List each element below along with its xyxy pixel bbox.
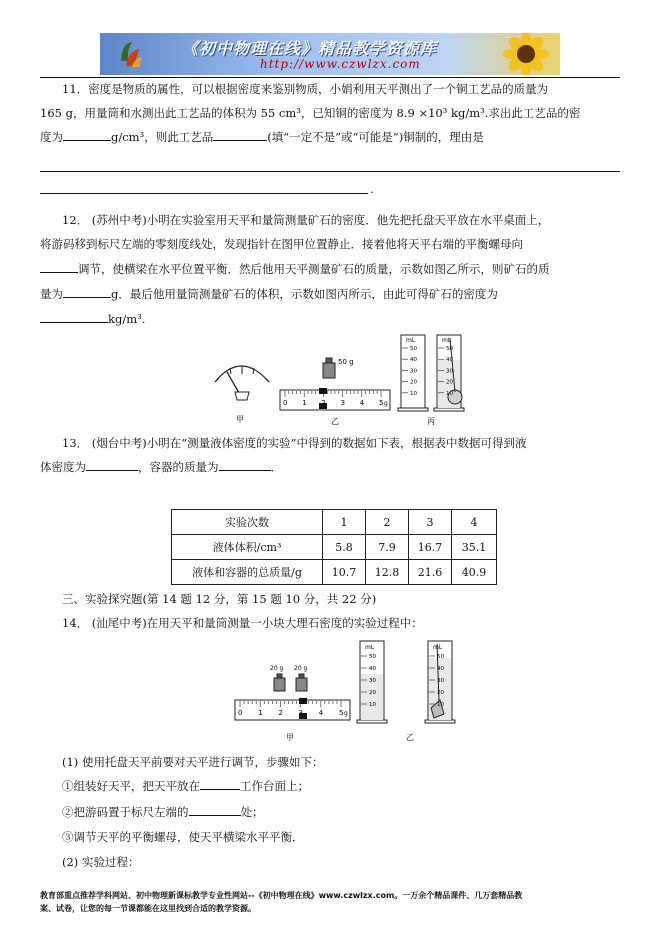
- cylinder-tick-label: 10: [410, 390, 417, 397]
- q14-step2-a: ②把游码置于标尺左端的: [62, 805, 189, 819]
- q13-data-table: [171, 509, 497, 585]
- pointer-dial-diagram: [215, 366, 269, 400]
- q11-line3-b: g/cm³，则此工艺品: [111, 130, 214, 144]
- sunflower-icon: [500, 33, 552, 75]
- slide-rule: [280, 388, 390, 410]
- footer-line2: 案、试卷，让您的每一节课都能在这里找到合适的教学资源。: [40, 904, 256, 913]
- table-cell: 21.6: [409, 560, 452, 585]
- table-cell: 35.1: [452, 535, 497, 560]
- table-header-cell: 实验次数: [172, 510, 323, 535]
- cyl-unit-2: mL: [442, 337, 452, 344]
- header-banner: [100, 33, 560, 75]
- cylinder-tick-label: 10: [369, 702, 376, 708]
- q14-step1-b: 工作台面上；: [240, 779, 309, 793]
- cylinder-tick-label: 30: [446, 368, 453, 375]
- q12-line4-b: g．最后他用量筒测量矿石的体积，示数如图丙所示，由此可得矿石的密度为: [111, 287, 498, 301]
- cylinder-tick-label: 30: [410, 368, 417, 375]
- label-jia: 甲: [286, 733, 294, 742]
- cylinder-tick-label: 50: [410, 346, 417, 352]
- cylinder-tick-label: 40: [437, 666, 444, 672]
- table-row: [172, 560, 497, 585]
- q12-blank-direction[interactable]: [40, 259, 78, 273]
- ruler-tick-label: 2: [278, 709, 283, 717]
- table-cell: 5.8: [323, 535, 366, 560]
- cyl-unit-1: mL: [365, 644, 375, 651]
- q11-line3-a: 度为: [40, 130, 63, 144]
- table-cell: 液体体积/cm³: [172, 535, 323, 560]
- table-header-cell: 2: [366, 510, 409, 535]
- q14-step2-b: 处；: [240, 805, 264, 819]
- q11-blank-judge[interactable]: [213, 127, 267, 141]
- q14-blank-surface[interactable]: [200, 776, 240, 790]
- q14-step1-a: ①组装好天平，把天平放在: [62, 779, 200, 793]
- slide-rule: [235, 698, 350, 720]
- q13-line2-b: ，容器的质量为: [138, 460, 219, 474]
- q14-step3: ③调节天平的平衡螺母，使天平横梁水平平衡．: [62, 830, 304, 844]
- q14-step1: [62, 775, 309, 797]
- q12-figure: [205, 330, 480, 428]
- table-cell: 10.7: [323, 560, 366, 585]
- table-header-cell: 4: [452, 510, 497, 535]
- q14-figure: [230, 636, 475, 746]
- cylinder-tick-label: 20: [410, 379, 417, 386]
- table-row: [172, 535, 497, 560]
- q12-line1: 12． (苏州中考)小明在实验室用天平和量筒测量矿石的密度．他先把托盘天平放在水平桌面上，: [62, 213, 550, 227]
- cylinder-tick-label: 40: [410, 357, 417, 364]
- q14-step2: [62, 801, 264, 823]
- cylinder-tick-label: 40: [446, 357, 453, 364]
- q11-line2: 165 g，用量筒和水测出此工艺品的体积为 55 cm³，已知铜的密度为 8.9 ×10³ kg/m³.求出此工艺品的密: [40, 106, 581, 120]
- cylinder-tick-label: 20: [446, 379, 453, 386]
- cyl-unit-1: mL: [406, 337, 416, 344]
- cylinder-tick-label: 20: [437, 690, 444, 696]
- ruler-tick-label: 4: [359, 399, 365, 407]
- weight-label: 50 g: [338, 358, 354, 366]
- weight-icon: [274, 674, 307, 691]
- cylinder-tick-label: 50: [437, 654, 444, 660]
- table-cell: 12.8: [366, 560, 409, 585]
- q12-blank-mass[interactable]: [63, 284, 111, 298]
- label-yi: 乙: [406, 733, 414, 742]
- section-3-heading: 三、实验探究题(第 14 题 12 分，第 15 题 10 分，共 22 分): [62, 592, 377, 606]
- q12-line3-b: 调节，使横梁在水平位置平衡．然后他用天平测量矿石的质量，示数如图乙所示，则矿石的质: [78, 262, 550, 276]
- measuring-cylinder: [398, 335, 464, 411]
- q11-end-mark: .: [370, 182, 374, 196]
- q13-line2-c: ．: [270, 460, 282, 474]
- cylinder-tick-label: 20: [369, 690, 376, 696]
- q12-line4-a: 量为: [40, 287, 63, 301]
- ruler-unit: g: [384, 400, 388, 407]
- ruler-tick-label: 0: [283, 399, 288, 407]
- banner-url[interactable]: http://www.czwlzx.com: [260, 57, 421, 71]
- weight-icon: [323, 358, 335, 378]
- cylinder-tick-label: 10: [446, 390, 453, 397]
- table-cell: 液体和容器的总质量/g: [172, 560, 323, 585]
- q14-blank-position[interactable]: [189, 802, 241, 816]
- q13-line2-a: 体密度为: [40, 460, 86, 474]
- q13-line1: 13． (烟台中考)小明在“测量液体密度的实验”中得到的数据如下表，根据表中数据可得到液: [62, 436, 527, 450]
- q14-sub1: (1) 使用托盘天平前要对天平进行调节，步骤如下：: [62, 755, 324, 769]
- q12-line2: 将游码移到标尺左端的零刻度线处，发现指针在图甲位置静止．接着他将天平右端的平衡螺母向: [40, 237, 523, 251]
- cylinder-tick-label: 40: [369, 666, 376, 672]
- q14-line1: 14． (汕尾中考)在用天平和量筒测量一小块大理石密度的实验过程中：: [62, 616, 423, 630]
- ruler-unit: g: [344, 710, 348, 717]
- ruler-tick-label: 5: [339, 709, 344, 717]
- weight-label-1: 20 g: [270, 665, 284, 672]
- table-cell: 40.9: [452, 560, 497, 585]
- cylinder-tick-label: 10: [437, 702, 444, 708]
- q12-line5-b: kg/m³.: [108, 312, 146, 326]
- cylinder-tick-label: 50: [446, 346, 453, 352]
- label-bing: 丙: [427, 417, 435, 426]
- cylinder-tick-label: 30: [369, 678, 376, 684]
- q12-line4: [40, 283, 498, 305]
- table-header-cell: 1: [323, 510, 366, 535]
- weight-label-2: 20 g: [294, 665, 308, 672]
- q11-line3-c: (填“一定不是”或“可能是”)铜制的，理由是: [267, 130, 484, 144]
- q12-line5: [40, 308, 145, 330]
- q13-blank-mass[interactable]: [219, 457, 271, 471]
- footer-line1: 教育部重点推荐学科网站、初中物理新课标教学专业性网站--《初中物理在线》www.czwlzx.com。一万余个精品课件、几万套精品教: [40, 891, 523, 900]
- banner-logo: [118, 39, 144, 69]
- label-jia: 甲: [236, 415, 244, 424]
- q11-line1: 11．密度是物质的属性，可以根据密度来鉴别物质，小娟利用天平测出了一个铜工艺品的质量为: [62, 82, 549, 96]
- ruler-tick-label: 0: [238, 709, 243, 717]
- ruler-tick-label: 1: [258, 709, 263, 717]
- q11-blank-density[interactable]: [63, 127, 111, 141]
- q12-blank-density[interactable]: [40, 309, 108, 323]
- cylinder-tick-label: 30: [437, 678, 444, 684]
- table-header-cell: 3: [409, 510, 452, 535]
- banner-title: 《初中物理在线》精品教学资源库: [182, 39, 438, 58]
- table-header-row: [172, 510, 497, 535]
- label-yi: 乙: [331, 417, 339, 426]
- cylinder-tick-label: 50: [369, 654, 376, 660]
- ruler-tick-label: 1: [302, 399, 307, 407]
- q12-line3: [40, 258, 550, 280]
- ruler-tick-label: 3: [340, 399, 346, 407]
- ruler-tick-label: 4: [318, 709, 324, 717]
- table-cell: 16.7: [409, 535, 452, 560]
- q11-answer-line1[interactable]: [40, 171, 620, 172]
- q13-line2: [40, 456, 282, 478]
- ruler-tick-label: 5: [379, 399, 384, 407]
- q11-answer-line2[interactable]: [40, 193, 368, 194]
- cyl-unit-2: mL: [433, 644, 443, 651]
- q11-line3: [40, 126, 484, 148]
- q14-sub2: (2) 实验过程：: [62, 855, 140, 869]
- table-cell: 7.9: [366, 535, 409, 560]
- q13-blank-density[interactable]: [86, 457, 138, 471]
